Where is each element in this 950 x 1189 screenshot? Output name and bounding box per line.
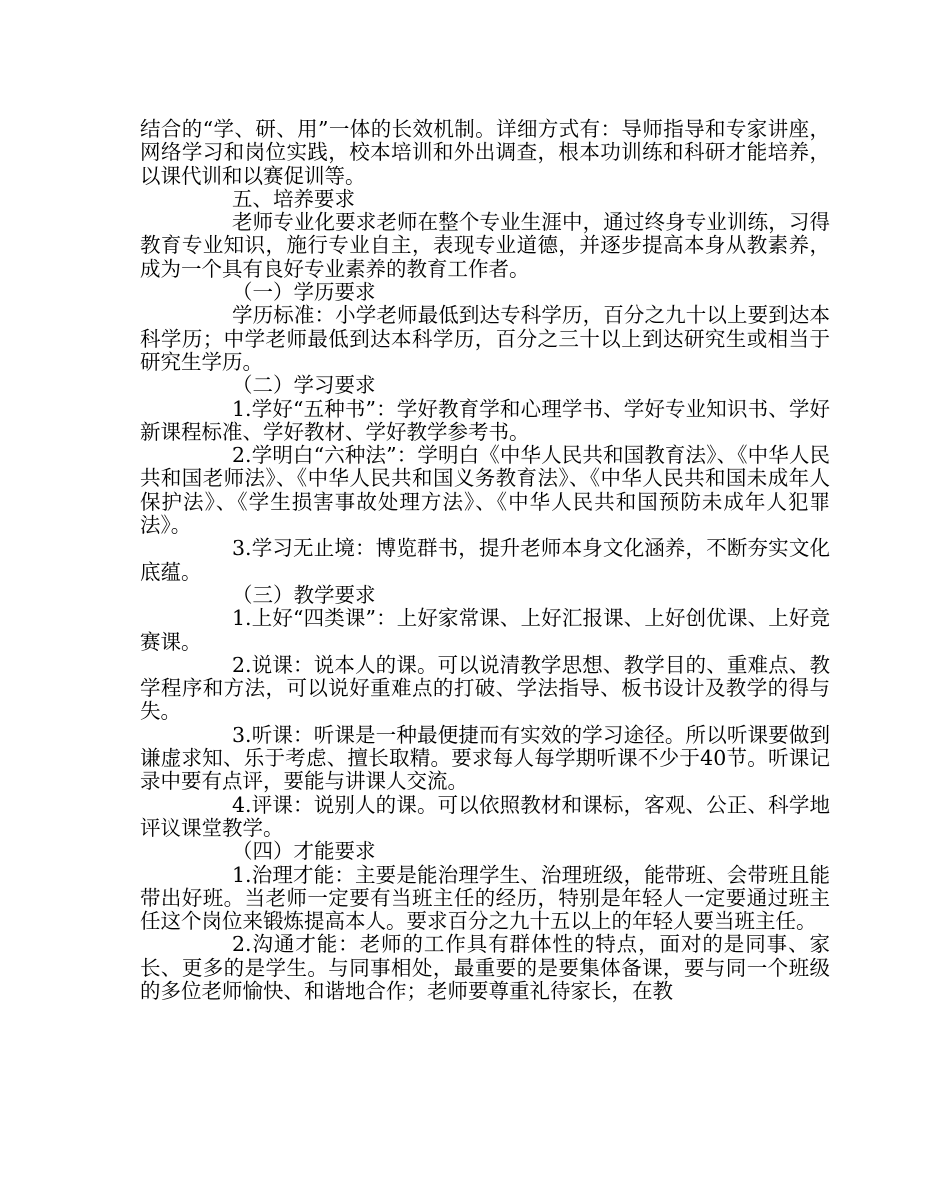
body-paragraph: 1.上好“四类课”：上好家常课、上好汇报课、上好创优课、上好竞赛课。	[140, 606, 830, 654]
subsection-heading: （二）学习要求	[232, 373, 376, 398]
document-body	[140, 118, 830, 1003]
body-paragraph: 结合的“学、研、用”一体的长效机制。详细方式有：导师指导和专家讲座，网络学习和岗位实践，校本培训和外出调查，根本功训练和科研才能培养，以课代训和以赛促训等。	[140, 117, 830, 188]
body-paragraph: 3.听课：听课是一种最便捷而有实效的学习途径。所以听课要做到谦虚求知、乐于考虑、擅长取精。要求每人每学期听课不少于40节。听课记录中要有点评，要能与讲课人交流。	[140, 722, 830, 794]
subsection-heading: （一）学历要求	[232, 280, 376, 305]
subsection-heading: （三）教学要求	[232, 582, 376, 607]
body-paragraph: 3.学习无止境：博览群书，提升老师本身文化涵养，不断夯实文化底蕴。	[140, 536, 830, 584]
body-paragraph: 2.学明白“六种法”：学明白《中华人民共和国教育法》、《中华人民共和国老师法》、《中华人民共和国义务教育法》、《中华人民共和国未成年人保护法》、《学生损害事故处理方法》、《中华人民共和国预防未成年人犯罪法》。	[140, 443, 830, 538]
body-paragraph: 1.治理才能：主要是能治理学生、治理班级，能带班、会带班且能带出好班。当老师一定要有当班主任的经历，特别是年轻人一定要通过班主任这个岗位来锻炼提高本人。要求百分之九十五以上的年轻人要当班主任。	[140, 862, 830, 934]
body-paragraph: 2.沟通才能：老师的工作具有群体性的特点，面对的是同事、家长、更多的是学生。与同事相处，最重要的是要集体备课，要与同一个班级的多位老师愉快、和谐地合作；老师要尊重礼待家长，在教	[140, 932, 830, 1003]
body-paragraph: 学历标准：小学老师最低到达专科学历，百分之九十以上要到达本科学历；中学老师最低到达本科学历，百分之三十以上到达研究生或相当于研究生学历。	[140, 303, 830, 374]
body-paragraph: 老师专业化要求老师在整个专业生涯中，通过终身专业训练，习得教育专业知识，施行专业自主，表现专业道德，并逐步提高本身从教素养，成为一个具有良好专业素养的教育工作者。	[140, 210, 830, 281]
body-paragraph: 1.学好“五种书”：学好教育学和心理学书、学好专业知识书、学好新课程标准、学好教材、学好教学参考书。	[140, 396, 830, 444]
section-heading: 五、培养要求	[232, 186, 355, 211]
body-paragraph: 2.说课：说本人的课。可以说清教学思想、教学目的、重难点、教学程序和方法，可以说好重难点的打破、学法指导、板书设计及教学的得与失。	[140, 652, 830, 724]
subsection-heading: （四）才能要求	[232, 839, 376, 864]
body-paragraph: 4.评课：说别人的课。可以依照教材和课标，客观、公正、科学地评议课堂教学。	[140, 792, 830, 840]
